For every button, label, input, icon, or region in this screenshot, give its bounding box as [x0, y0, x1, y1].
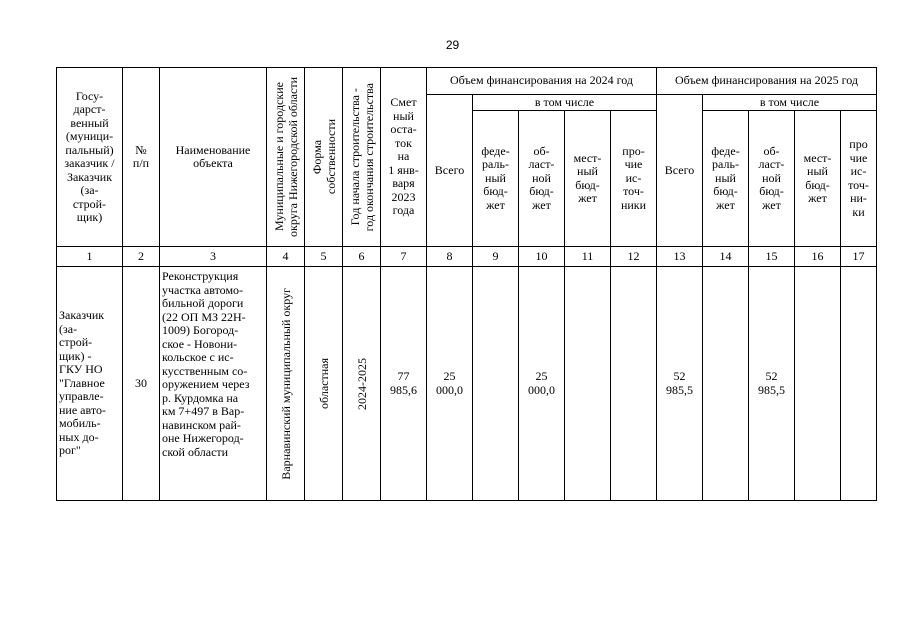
- header-num: № п/п: [123, 68, 160, 247]
- header-incl-2025: в том числе: [703, 95, 877, 111]
- col-number: 4: [267, 247, 305, 267]
- row-municipal: Варнавинский муниципальный округ: [278, 287, 293, 480]
- row-estimate: 77 985,6: [381, 267, 427, 501]
- col-number: 10: [519, 247, 565, 267]
- col-number: 15: [749, 247, 795, 267]
- col-number: 16: [795, 247, 841, 267]
- col-number: 6: [343, 247, 381, 267]
- header-municipal-cell: [267, 68, 305, 247]
- header-customer: Госу- дарст- венный (муници- пальный) заказчик / Заказчик (за- строй- щик): [57, 68, 123, 247]
- header-local-2024: мест- ный бюд- жет: [565, 111, 611, 247]
- header-federal-2025: феде- раль- ный бюд- жет: [703, 111, 749, 247]
- row-name: Реконструкция участка автомо- бильной дороги (22 ОП МЗ 22Н- 1009) Богород- ское - Новони- кольское с ис- кусственным со- оружением через р. Курдомка на км 7+497 в Вар- навинском рай- оне Нижегород- ской области: [160, 267, 267, 501]
- col-number: 13: [657, 247, 703, 267]
- row-years: 2024-2025: [354, 357, 369, 410]
- col-number: 8: [427, 247, 473, 267]
- header-other-2024: про- чие ис- точ- ники: [611, 111, 657, 247]
- row-local-2024: [565, 267, 611, 501]
- header-incl-2024: в том числе: [473, 95, 657, 111]
- header-total-2025: Всего: [657, 95, 703, 247]
- row-other-2025: [841, 267, 877, 501]
- row-num: 30: [123, 267, 160, 501]
- header-ownership: Форма собственности: [309, 119, 338, 195]
- header-municipal: Муниципальные и городские округа Нижегородской области: [271, 77, 300, 237]
- col-number: 5: [305, 247, 343, 267]
- row-years-cell: [343, 267, 381, 501]
- header-name: Наименование объекта: [160, 68, 267, 247]
- row-regional-2024: 25 000,0: [519, 267, 565, 501]
- financing-table: [56, 67, 877, 501]
- row-ownership-cell: [305, 267, 343, 501]
- row-customer: Заказчик (за- строй- щик) - ГКУ НО "Главное управле- ние авто- мобиль- ных до- рог": [57, 267, 123, 501]
- col-number: 11: [565, 247, 611, 267]
- header-ownership-cell: [305, 68, 343, 247]
- col-number: 3: [160, 247, 267, 267]
- row-federal-2025: [703, 267, 749, 501]
- header-years-cell: [343, 68, 381, 247]
- row-federal-2024: [473, 267, 519, 501]
- col-number: 12: [611, 247, 657, 267]
- col-number: 14: [703, 247, 749, 267]
- col-number: 2: [123, 247, 160, 267]
- header-local-2025: мест- ный бюд- жет: [795, 111, 841, 247]
- header-fin-2025: Объем финансирования на 2025 год: [657, 68, 877, 95]
- header-federal-2024: феде- раль- ный бюд- жет: [473, 111, 519, 247]
- col-number: 9: [473, 247, 519, 267]
- row-total-2024: 25 000,0: [427, 267, 473, 501]
- row-municipal-cell: [267, 267, 305, 501]
- row-total-2025: 52 985,5: [657, 267, 703, 501]
- col-number: 7: [381, 247, 427, 267]
- table-row: [57, 267, 877, 501]
- row-regional-2025: 52 985,5: [749, 267, 795, 501]
- row-other-2024: [611, 267, 657, 501]
- row-ownership: областная: [316, 358, 331, 409]
- page-number: 29: [445, 38, 460, 52]
- col-number: 1: [57, 247, 123, 267]
- header-fin-2024: Объем финансирования на 2024 год: [427, 68, 657, 95]
- header-regional-2025: об- ласт- ной бюд- жет: [749, 111, 795, 247]
- row-local-2025: [795, 267, 841, 501]
- header-other-2025: про чие ис- точ- ни- ки: [841, 111, 877, 247]
- col-number: 17: [841, 247, 877, 267]
- header-total-2024: Всего: [427, 95, 473, 247]
- header-years: Год начала строительства - год окончания строительства: [347, 82, 376, 232]
- header-regional-2024: об- ласт- ной бюд- жет: [519, 111, 565, 247]
- header-estimate: Смет ный оста- ток на 1 янв- варя 2023 года: [381, 68, 427, 247]
